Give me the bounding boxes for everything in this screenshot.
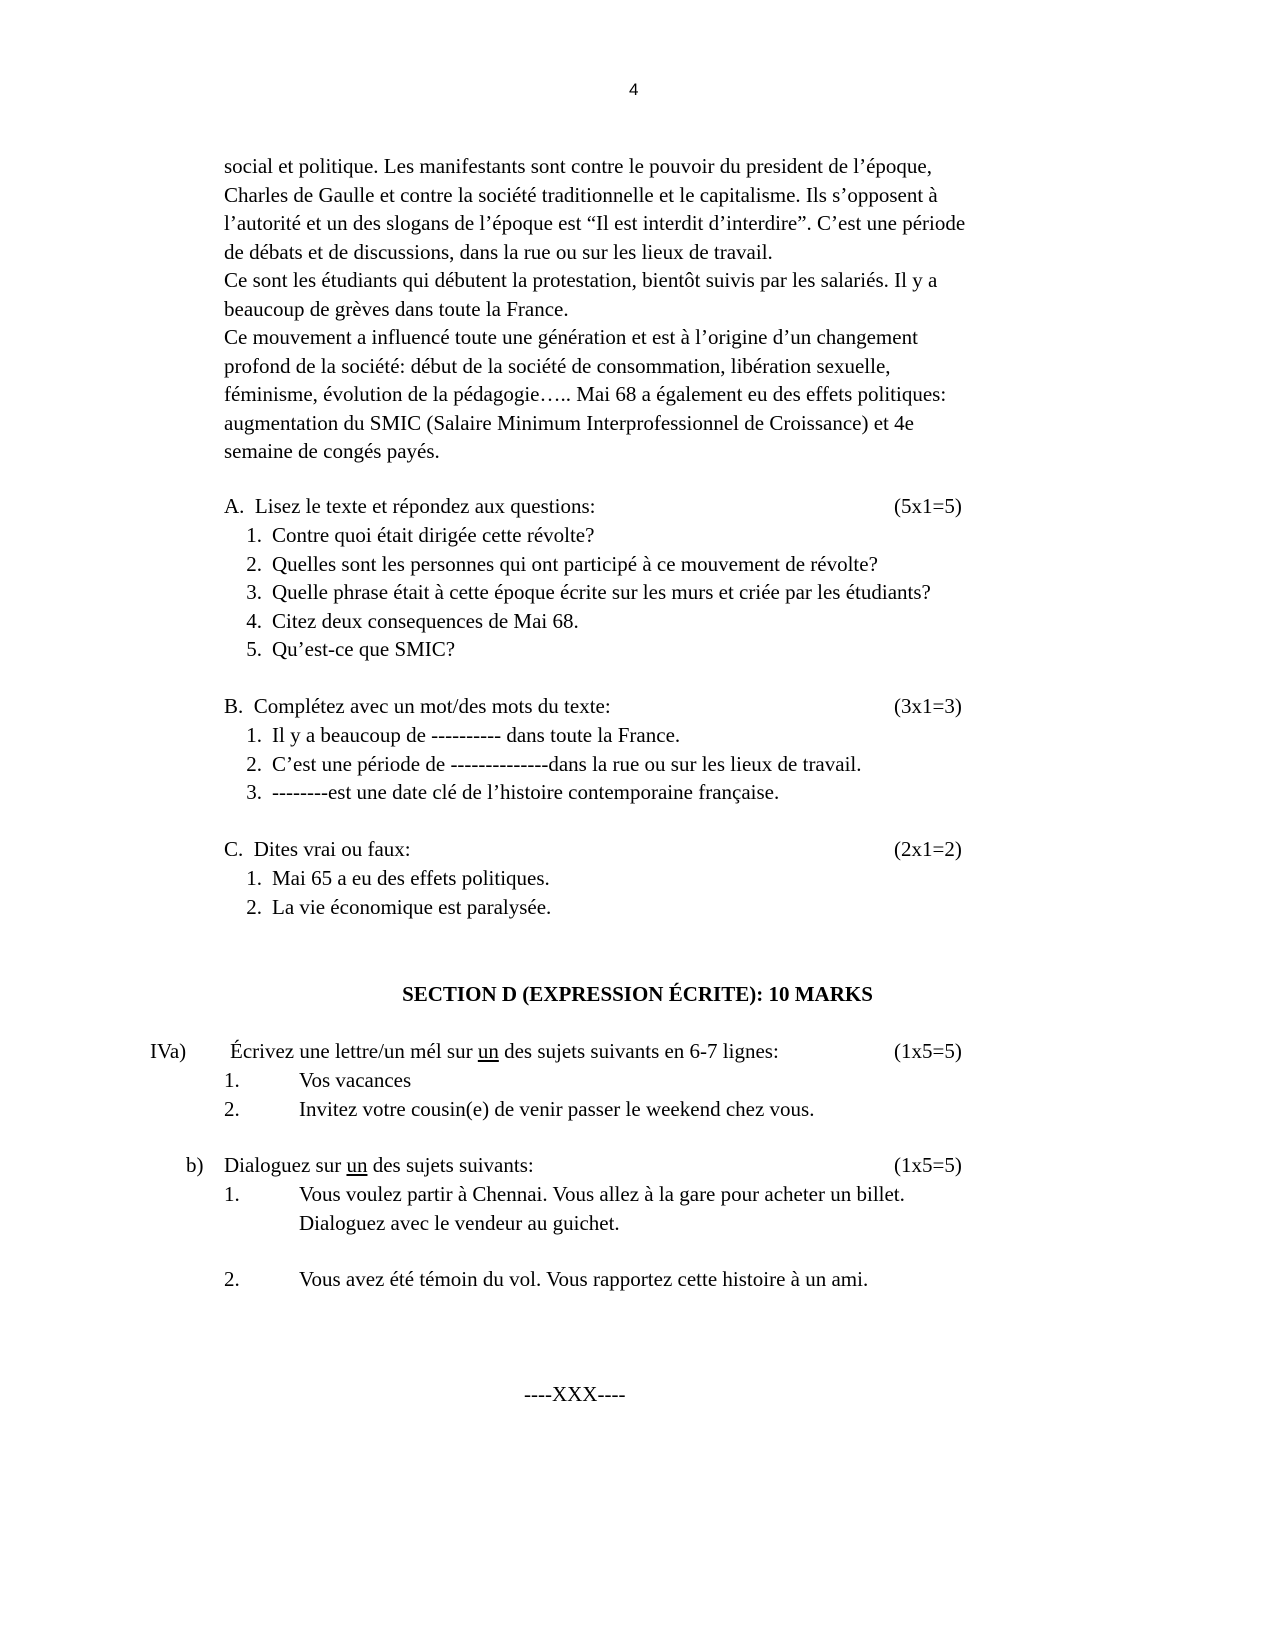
q4a-marks: (1x5=5) — [894, 1039, 962, 1063]
item-text: Il y a beaucoup de ---------- dans toute la France. — [272, 723, 681, 747]
section-c-list — [224, 864, 551, 921]
item-text: --------est une date clé de l’histoire contemporaine française. — [272, 780, 780, 804]
section-c-label: C. — [224, 837, 244, 861]
passage-line: profond de la société: début de la société de consommation, libération sexuelle, — [224, 353, 891, 378]
q4a-list — [224, 1066, 1024, 1124]
item-number: 3. — [246, 780, 262, 804]
q4a-underlined: un — [477, 1039, 499, 1063]
item-text: Vos vacances — [299, 1068, 412, 1092]
section-a-list — [224, 521, 931, 664]
passage-line: Ce sont les étudiants qui débutent la protestation, bientôt suivis par les salariés. Il y a — [224, 268, 938, 292]
item-text: Quelle phrase était à cette époque écrite sur les murs et criée par les étudiants? — [272, 580, 931, 604]
section-a-heading — [224, 492, 962, 521]
list-item — [224, 1066, 1024, 1095]
item-text: Quelles sont les personnes qui ont participé à ce mouvement de révolte? — [272, 551, 878, 576]
item-number: 3. — [246, 580, 262, 604]
list-item — [224, 750, 862, 779]
passage-line: de débats et de discussions, dans la rue ou sur les lieux de travail. — [224, 239, 773, 264]
list-item — [224, 578, 931, 607]
passage-line: beaucoup de grèves dans toute la France. — [224, 296, 569, 321]
list-item — [224, 864, 551, 893]
item-text: Qu’est-ce que SMIC? — [272, 637, 456, 661]
q4a-text-pre: Écrivez une lettre/un mél sur — [230, 1039, 478, 1063]
passage — [224, 152, 965, 466]
section-a-label: A. — [224, 494, 245, 518]
q4b-underlined: un — [346, 1153, 368, 1177]
list-item — [224, 550, 931, 579]
end-mark: ----XXX---- — [524, 1382, 626, 1406]
item-text: C’est une période de --------------dans la rue ou sur les lieux de travail. — [272, 751, 862, 776]
page-number: 4 — [629, 80, 639, 99]
q4b-item-2-text: Vous avez été témoin du vol. Vous rapportez cette histoire à un ami. — [299, 1267, 869, 1291]
passage-line: social et politique. Les manifestants sont contre le pouvoir du president de l’époque, — [224, 154, 932, 178]
list-item — [224, 1095, 1024, 1124]
passage-line: Charles de Gaulle et contre la société traditionnelle et le capitalisme. Ils s’opposent à — [224, 182, 938, 207]
section-a-instruction: Lisez le texte et répondez aux questions: — [254, 494, 596, 518]
section-c-marks: (2x1=2) — [894, 837, 962, 861]
item-text: Citez deux consequences de Mai 68. — [272, 608, 579, 633]
passage-line: augmentation du SMIC (Salaire Minimum Interprofessionnel de Croissance) et 4e — [224, 410, 914, 435]
list-item — [224, 607, 931, 636]
item-number: 1. — [246, 723, 262, 747]
item-number: 1. — [224, 1068, 240, 1092]
list-item — [224, 721, 862, 750]
q4b-text-post: des sujets suivants: — [367, 1153, 534, 1177]
section-b-instruction: Complétez avec un mot/des mots du texte: — [253, 694, 611, 718]
item-number: 1. — [246, 523, 262, 547]
q4b-marks: (1x5=5) — [894, 1153, 962, 1177]
item-text: Mai 65 a eu des effets politiques. — [272, 866, 550, 890]
q4b-text-pre: Dialoguez sur — [224, 1153, 347, 1177]
q4b-item-2-number: 2. — [224, 1267, 240, 1291]
passage-line: féminisme, évolution de la pédagogie….. Mai 68 a également eu des effets politiques: — [224, 382, 947, 406]
passage-line: semaine de congés payés. — [224, 439, 440, 463]
section-b-list — [224, 721, 862, 807]
section-d-title: SECTION D (EXPRESSION ÉCRITE): 10 MARKS — [402, 982, 873, 1006]
q4a-text-post: des sujets suivants en 6-7 lignes: — [498, 1039, 779, 1063]
item-text: Invitez votre cousin(e) de venir passer le weekend chez vous. — [299, 1097, 815, 1121]
section-c-instruction: Dites vrai ou faux: — [253, 837, 411, 861]
item-number: 2. — [246, 894, 262, 919]
q4b-item-1-line-1: Vous voulez partir à Chennai. Vous allez à la gare pour acheter un billet. — [299, 1182, 905, 1206]
passage-line: Ce mouvement a influencé toute une génération et est à l’origine d’un changement — [224, 325, 918, 349]
q4b-item-1-line-2: Dialoguez avec le vendeur au guichet. — [299, 1211, 620, 1235]
list-item — [224, 893, 551, 922]
section-b-heading — [224, 692, 962, 721]
q4b-label: b) — [186, 1153, 204, 1177]
item-number: 5. — [246, 637, 262, 661]
section-a-marks: (5x1=5) — [894, 494, 962, 518]
item-number: 4. — [246, 608, 262, 633]
item-number: 2. — [246, 751, 262, 776]
item-number: 2. — [246, 551, 262, 576]
q4b-instruction — [224, 1151, 534, 1180]
item-number: 2. — [224, 1097, 240, 1121]
section-b-label: B. — [224, 694, 244, 718]
q4a-label: IVa) — [150, 1039, 187, 1063]
list-item — [224, 635, 931, 664]
item-text: Contre quoi était dirigée cette révolte? — [272, 523, 595, 547]
passage-line: l’autorité et un des slogans de l’époque est “Il est interdit d’interdire”. C’est une période — [224, 211, 966, 235]
q4b-item-1-number: 1. — [224, 1182, 240, 1206]
q4a-instruction — [230, 1037, 779, 1066]
list-item — [224, 521, 931, 550]
section-b-marks: (3x1=3) — [894, 694, 962, 718]
list-item — [224, 778, 862, 807]
item-number: 1. — [246, 866, 262, 890]
section-c-heading — [224, 835, 962, 864]
item-text: La vie économique est paralysée. — [272, 894, 552, 919]
